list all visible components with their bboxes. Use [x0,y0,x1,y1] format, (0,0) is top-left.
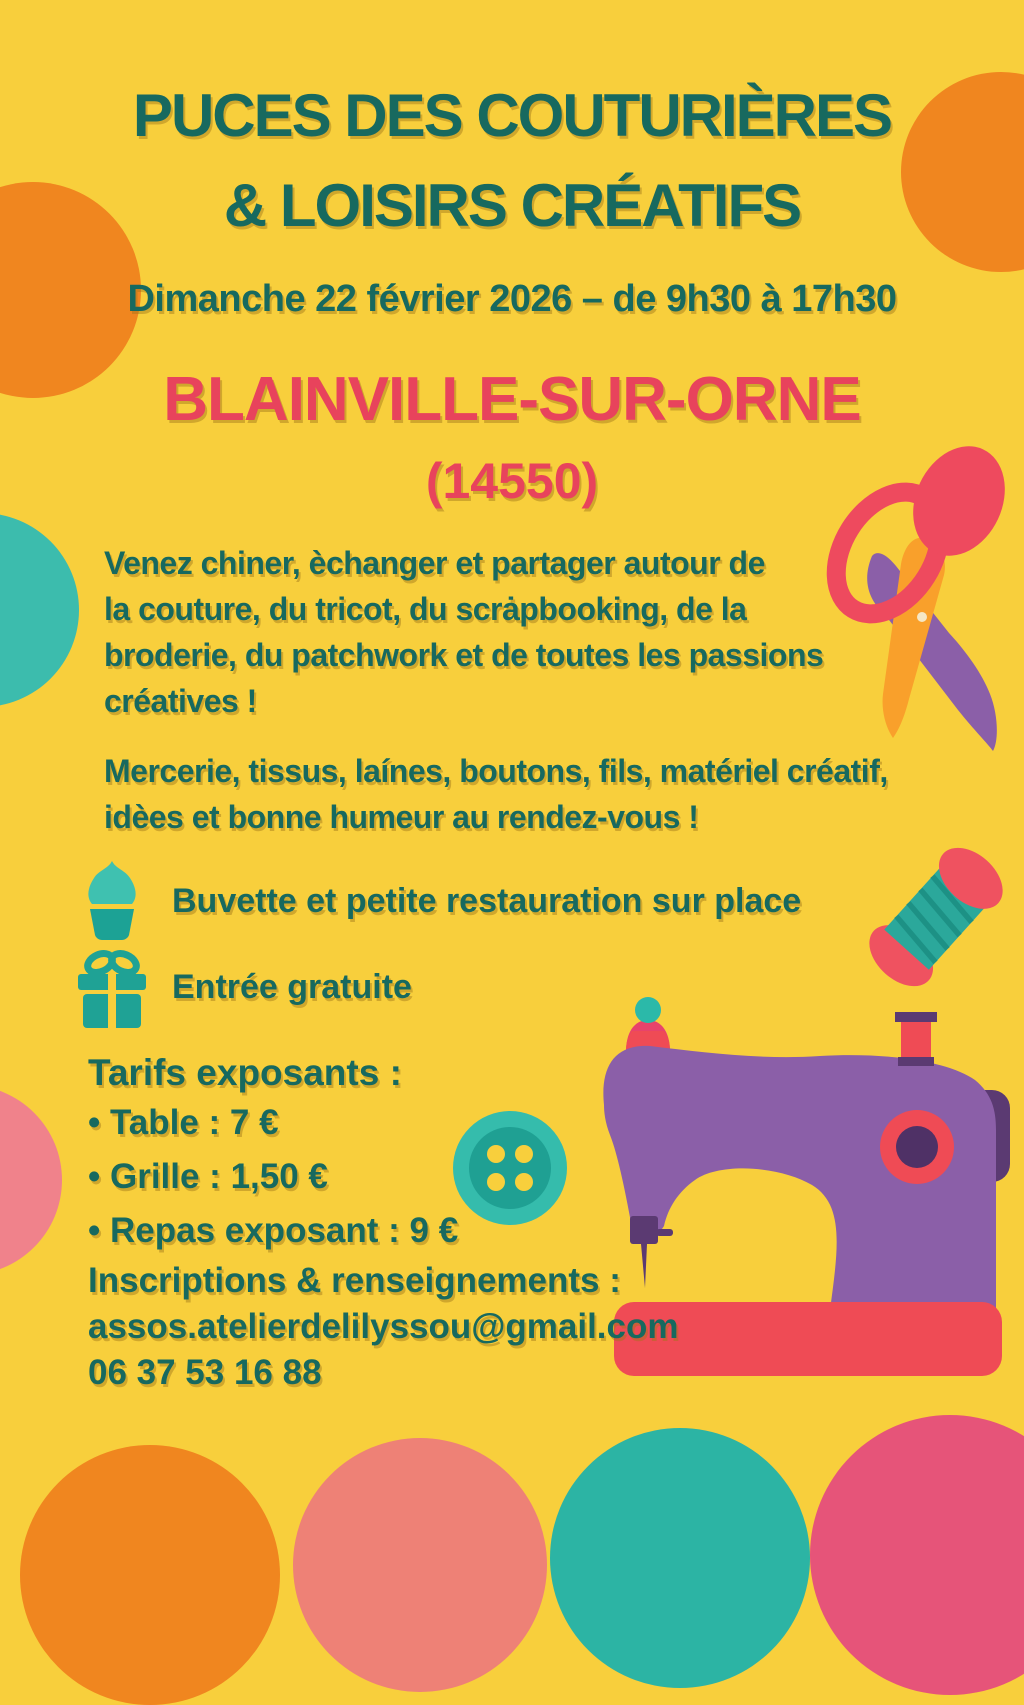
intro-line: Venez chiner, èchanger et partager autour de [104,545,765,581]
poster-title-line1: PUCES DES COUTURIÈRES [132,82,892,149]
gift-ribbon-gap [108,974,116,1028]
decorative-circle-pink-left [0,1085,62,1275]
contact-email: assos.atelierdelilyssou@gmail.com [88,1307,679,1346]
machine-needle-bar [630,1216,658,1244]
materials-line: Mercerie, tissus, laínes, boutons, fils, matériel créatif, [104,753,888,789]
poster-title-line2: & LOISIRS CRÉATIFS [223,172,801,239]
event-date: Dimanche 22 février 2026 – de 9h30 à 17h30 [127,278,897,320]
contact-phone: 06 37 53 16 88 [88,1353,322,1392]
decorative-circle-salmon-bottom [293,1438,547,1692]
contact-block [88,1258,679,1396]
event-postal-code: (14550) [425,453,599,509]
intro-line: créatives ! [104,683,257,719]
decorative-circle-teal-left [0,513,79,707]
feature-entree-label: Entrée gratuite [172,968,412,1006]
thread-spool-icon [855,830,1020,1015]
machine-spool-body [901,1022,931,1059]
machine-spool-cap-bottom [898,1057,934,1066]
machine-spool-cap-top [895,1012,937,1022]
scissors-pivot [917,612,927,622]
intro-line: broderie, du patchwork et de toutes les passions [104,637,824,673]
machine-knob-ball [635,997,661,1023]
tarif-item-repas: • Repas exposant : 9 € [88,1211,459,1250]
intro-paragraph [104,540,823,724]
materials-paragraph [104,748,888,840]
materials-line: idèes et bonne humeur au rendez-vous ! [104,799,699,835]
decorative-circle-pink-bottom [810,1415,1024,1695]
intro-line: la couture, du tricot, du scrȧpbooking, de la [104,591,747,627]
tarifs-heading: Tarifs exposants : [88,1052,402,1093]
cupcake-frosting [88,861,135,904]
feature-buvette-label: Buvette et petite restauration sur place [172,882,802,920]
tarifs-list [88,1096,458,1258]
button-inner [469,1127,551,1209]
machine-wheel-inner [896,1126,938,1168]
contact-heading: Inscriptions & renseignements : [88,1261,621,1300]
button-icon [450,1108,570,1228]
decorative-circle-teal-bottom [550,1428,810,1688]
cupcake-base [90,909,134,940]
tarif-item-table: • Table : 7 € [88,1103,279,1142]
cupcake-icon [78,860,146,940]
event-city: BLAINVILLE-SUR-ORNE [163,365,861,434]
tarif-item-grille: • Grille : 1,50 € [88,1157,328,1196]
decorative-circle-orange-bottom [20,1445,280,1705]
gift-icon [76,950,148,1028]
